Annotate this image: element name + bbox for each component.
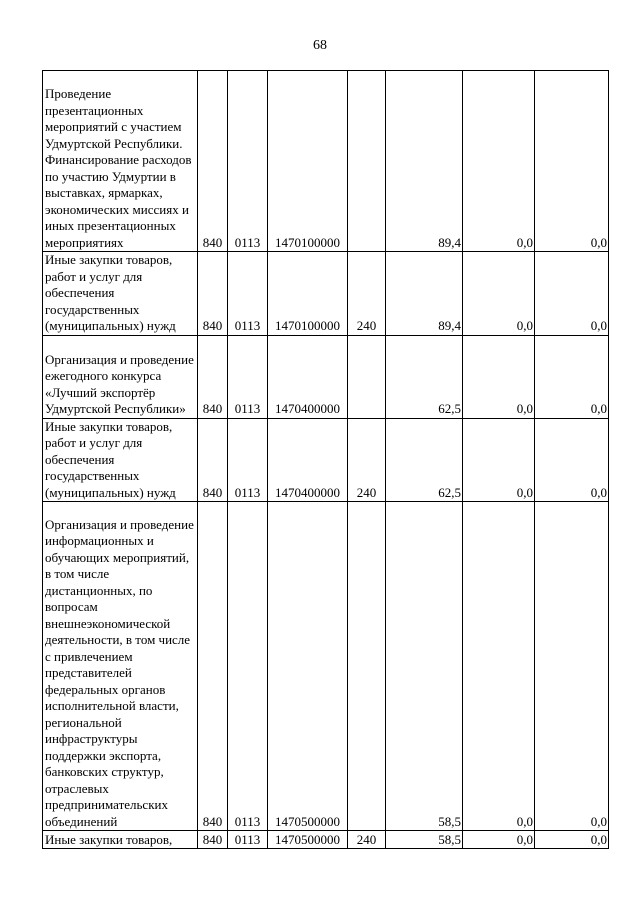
table-row <box>43 831 609 849</box>
expense-name: Организация и проведение информационных и обучающих мероприятий, в том числе дистанционных, по вопросам внешнеэкономической деятельности, в том числе с привлечением представителей федеральных органов исполнительной власти, региональной инфраструктуры поддержки экспорта, банковских структур, отраслевых предпринимательских объединений <box>43 502 198 831</box>
amount-year-2: 0,0 <box>463 252 535 336</box>
amount-year-2: 0,0 <box>463 831 535 849</box>
amount-year-2: 0,0 <box>463 71 535 252</box>
amount-year-3: 0,0 <box>535 418 609 502</box>
amount-year-1: 62,5 <box>386 418 463 502</box>
target-article-code: 1470500000 <box>268 831 348 849</box>
table-row <box>43 71 609 252</box>
amount-year-3: 0,0 <box>535 502 609 831</box>
table-row <box>43 252 609 336</box>
amount-year-2: 0,0 <box>463 502 535 831</box>
grbs-code: 840 <box>198 252 228 336</box>
target-article-code: 1470100000 <box>268 252 348 336</box>
expense-name: Проведение презентационных мероприятий с участием Удмуртской Республики. Финансирование расходов по участию Удмуртии в выставках, ярмарках, экономических миссиях и иных презентационных мероприятиях <box>43 71 198 252</box>
section-code: 0113 <box>228 252 268 336</box>
expense-type-code <box>348 335 386 418</box>
table-row <box>43 335 609 418</box>
expense-name: Организация и проведение ежегодного конкурса «Лучший экспортёр Удмуртской Республики» <box>43 335 198 418</box>
grbs-code: 840 <box>198 831 228 849</box>
table-row <box>43 502 609 831</box>
expense-name: Иные закупки товаров, <box>43 831 198 849</box>
grbs-code: 840 <box>198 502 228 831</box>
amount-year-1: 58,5 <box>386 831 463 849</box>
grbs-code: 840 <box>198 71 228 252</box>
amount-year-3: 0,0 <box>535 335 609 418</box>
amount-year-1: 62,5 <box>386 335 463 418</box>
amount-year-3: 0,0 <box>535 71 609 252</box>
amount-year-2: 0,0 <box>463 418 535 502</box>
amount-year-1: 58,5 <box>386 502 463 831</box>
budget-table <box>42 70 609 849</box>
grbs-code: 840 <box>198 418 228 502</box>
expense-type-code: 240 <box>348 252 386 336</box>
section-code: 0113 <box>228 502 268 831</box>
expense-type-code <box>348 71 386 252</box>
amount-year-1: 89,4 <box>386 252 463 336</box>
section-code: 0113 <box>228 418 268 502</box>
target-article-code: 1470400000 <box>268 335 348 418</box>
expense-type-code: 240 <box>348 418 386 502</box>
target-article-code: 1470400000 <box>268 418 348 502</box>
amount-year-2: 0,0 <box>463 335 535 418</box>
section-code: 0113 <box>228 71 268 252</box>
page-number: 68 <box>313 38 327 53</box>
expense-type-code <box>348 502 386 831</box>
table-row <box>43 418 609 502</box>
section-code: 0113 <box>228 831 268 849</box>
expense-name: Иные закупки товаров, работ и услуг для обеспечения государственных (муниципальных) нужд <box>43 252 198 336</box>
amount-year-3: 0,0 <box>535 831 609 849</box>
section-code: 0113 <box>228 335 268 418</box>
amount-year-1: 89,4 <box>386 71 463 252</box>
target-article-code: 1470500000 <box>268 502 348 831</box>
amount-year-3: 0,0 <box>535 252 609 336</box>
expense-type-code: 240 <box>348 831 386 849</box>
target-article-code: 1470100000 <box>268 71 348 252</box>
grbs-code: 840 <box>198 335 228 418</box>
expense-name: Иные закупки товаров, работ и услуг для обеспечения государственных (муниципальных) нужд <box>43 418 198 502</box>
